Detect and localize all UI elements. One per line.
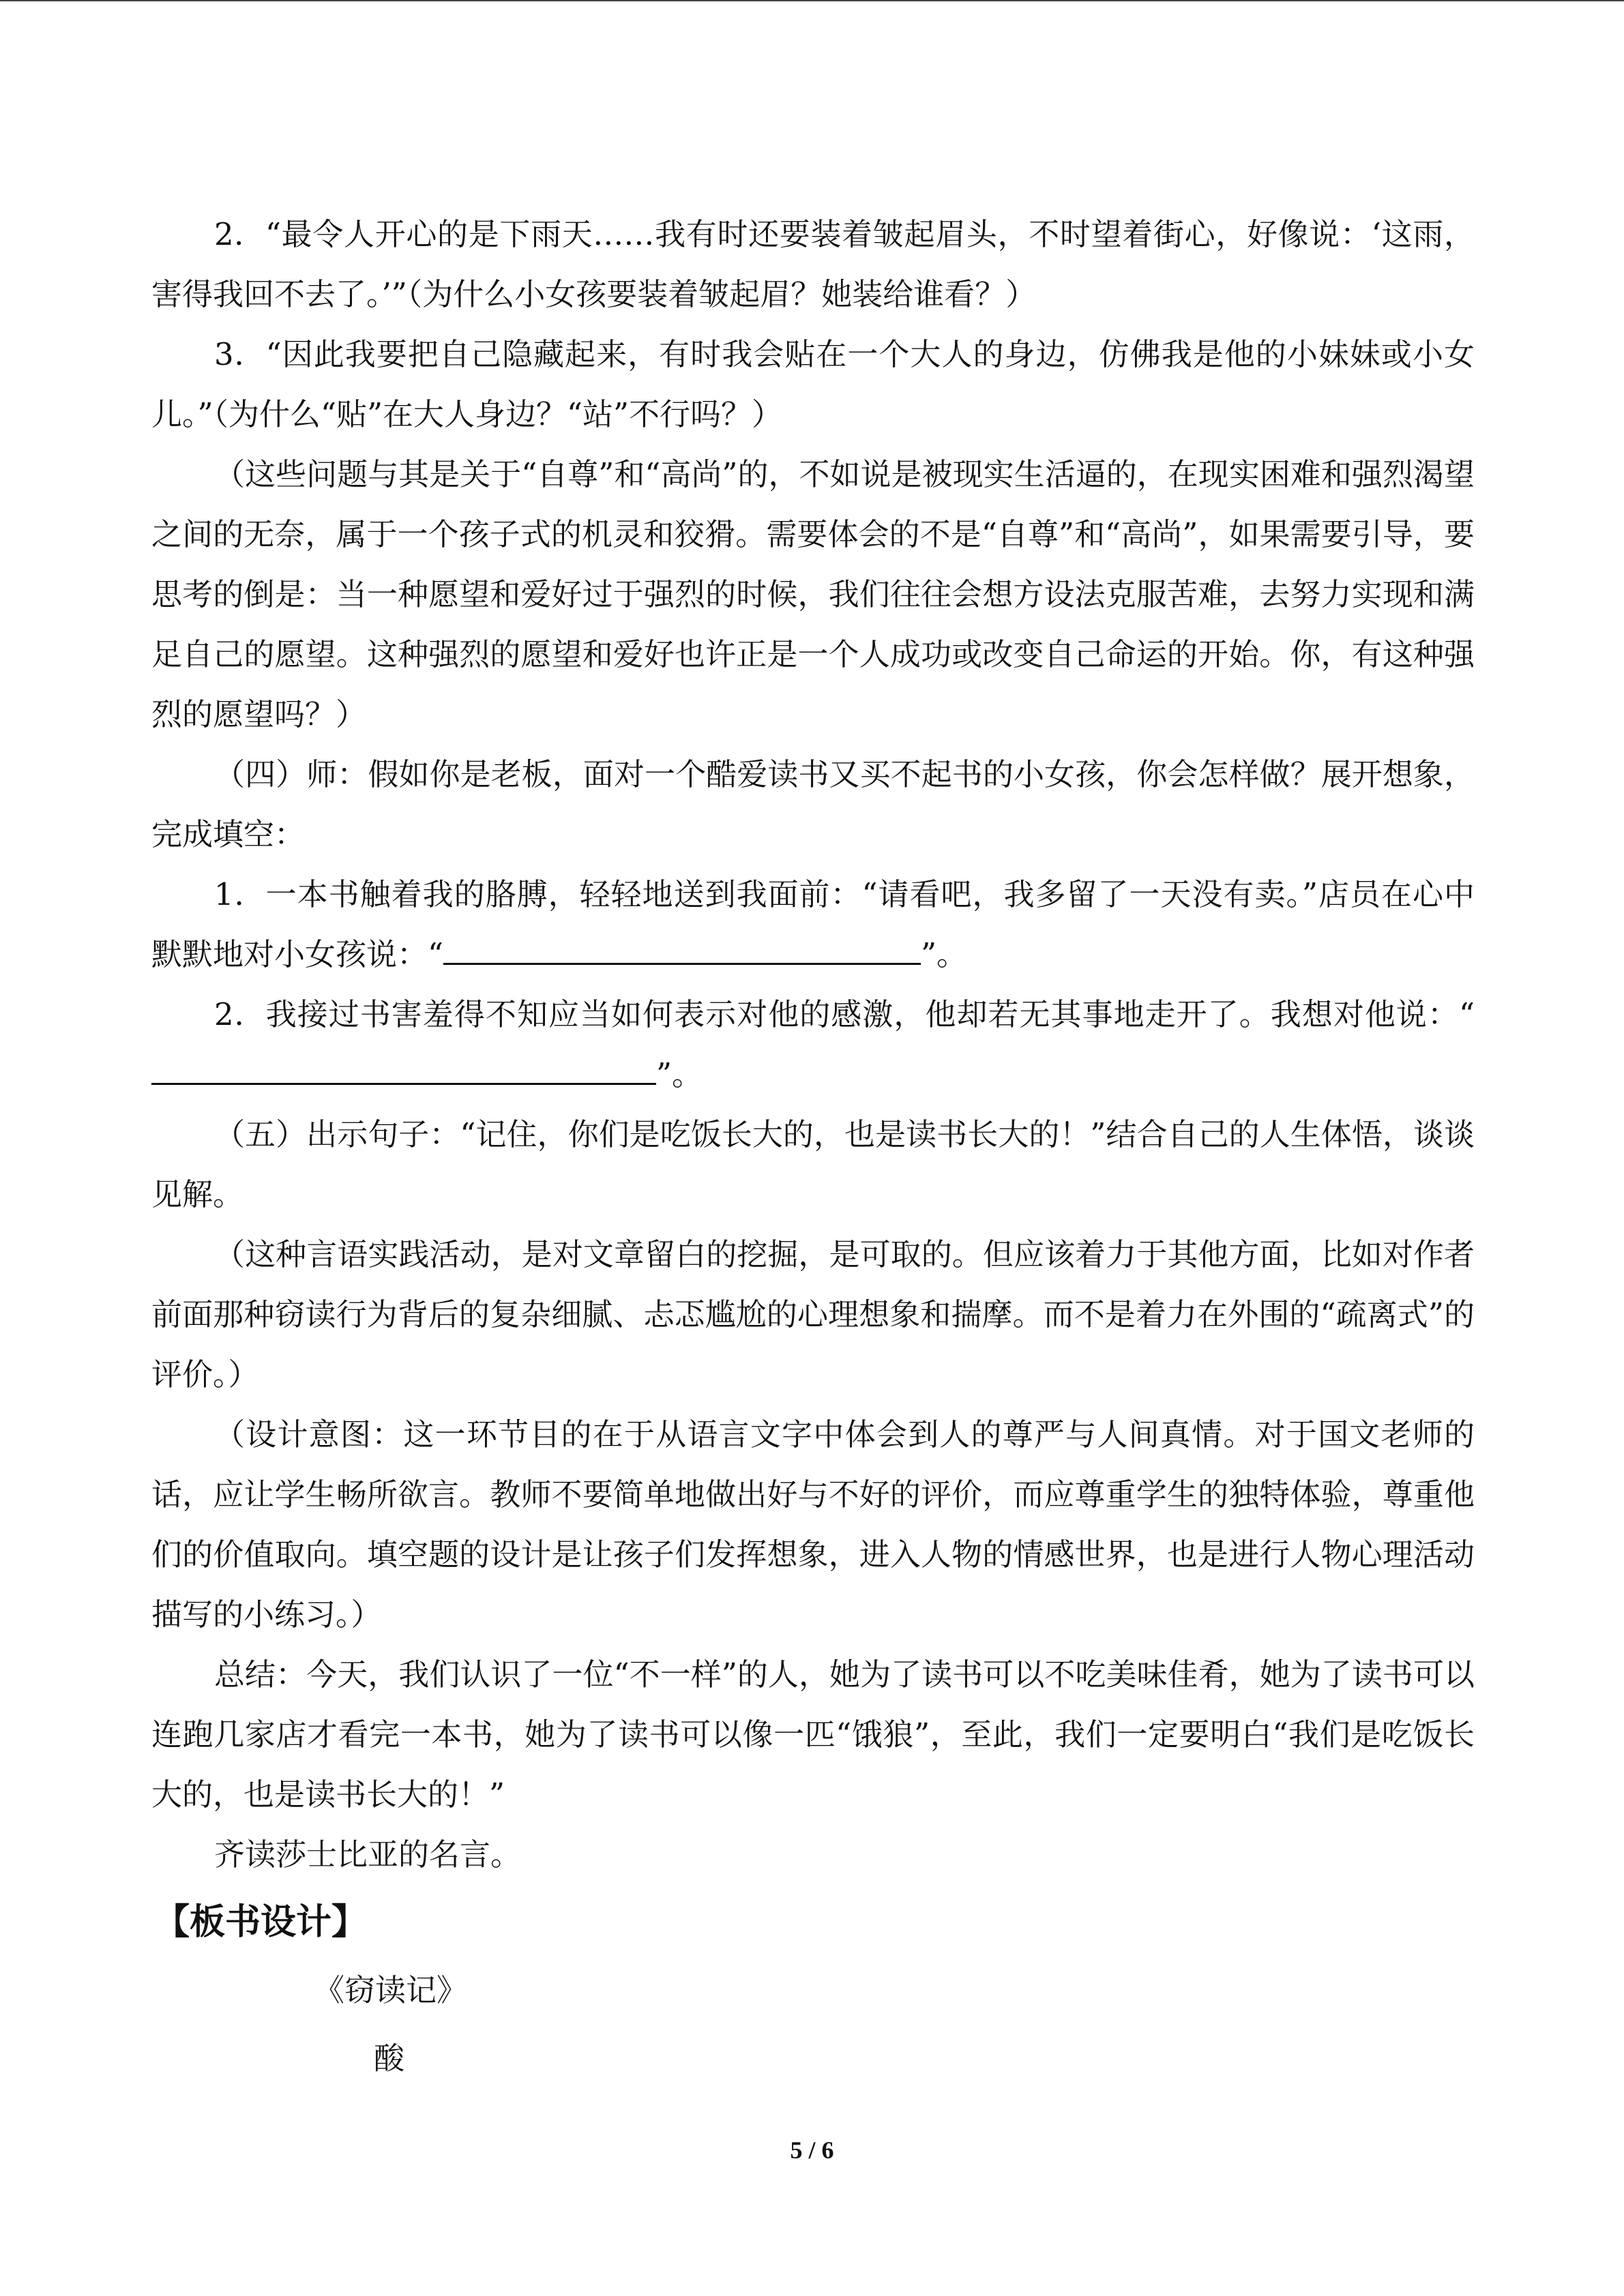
board-design-heading: 【板书设计】 xyxy=(154,1902,368,1943)
fill-blank-2-text: 2．我接过书害羞得不知应当如何表示对他的感激，他却若无其事地走开了。我想对他说：“ xyxy=(214,996,1475,1032)
page-number: 5 / 6 xyxy=(790,2136,834,2164)
paragraph-question-3: 3．“因此我要把自己隐藏起来，有时我会贴在一个大人的身边，仿佛我是他的小妹妹或小女儿。”（为什么“贴”在大人身边？“站”不行吗？） xyxy=(151,336,1475,432)
document-body xyxy=(151,205,1475,1960)
paragraph-section-4: （四）师：假如你是老板，面对一个酷爱读书又买不起书的小女孩，你会怎样做？展开想象，完成填空： xyxy=(151,756,1475,852)
fill-blank-1-line xyxy=(443,925,921,965)
paragraph-fill-blank-2 xyxy=(151,985,1475,1105)
board-line-1: 酸 xyxy=(374,2040,405,2076)
paragraph-question-2: 2．“最令人开心的是下雨天……我有时还要装着皱起眉头，不时望着街心，好像说：‘这雨，害得我回不去了。’”（为什么小女孩要装着皱起眉？她装给谁看？） xyxy=(151,216,1475,312)
fill-blank-1-end: ”。 xyxy=(921,936,968,972)
paragraph-design-intent: （设计意图：这一环节目的在于从语言文字中体会到人的尊严与人间真情。对于国文老师的话，应让学生畅所欲言。教师不要简单地做出好与不好的评价，而应尊重学生的独特体验，尊重他们的价值取向。填空题的设计是让孩子们发挥想象，进入人物的情感世界，也是进行人物心理活动描写的小练习。） xyxy=(151,1416,1475,1632)
paragraph-commentary-2: （这种言语实践活动，是对文章留白的挖掘，是可取的。但应该着力于其他方面，比如对作者前面那种窃读行为背后的复杂细腻、忐忑尴尬的心理想象和揣摩。而不是着力在外围的“疏离式”的评价。） xyxy=(151,1236,1475,1392)
fill-blank-1-text: 1．一本书触着我的胳膊，轻轻地送到我面前：“请看吧，我多留了一天没有卖。”店员在心中默默地对小女孩说：“ xyxy=(151,876,1475,972)
paragraph-section-5: （五）出示句子：“记住，你们是吃饭长大的，也是读书长大的！”结合自己的人生体悟，谈谈见解。 xyxy=(151,1116,1475,1212)
fill-blank-2-line xyxy=(151,1045,656,1085)
board-title: 《窃读记》 xyxy=(314,1972,468,2008)
paragraph-summary: 总结：今天，我们认识了一位“不一样”的人，她为了读书可以不吃美味佳肴，她为了读书可以连跑几家店才看完一本书，她为了读书可以像一匹“饿狼”，至此，我们一定要明白“我们是吃饭长大的，也是读书长大的！” xyxy=(151,1656,1475,1813)
paragraph-closing: 齐读莎士比亚的名言。 xyxy=(214,1836,522,1873)
top-border-line xyxy=(0,0,1624,1)
paragraph-commentary-1: （这些问题与其是关于“自尊”和“高尚”的，不如说是被现实生活逼的，在现实困难和强烈渴望之间的无奈，属于一个孩子式的机灵和狡猾。需要体会的不是“自尊”和“高尚”，如果需要引导，要思考的倒是：当一种愿望和爱好过于强烈的时候，我们往往会想方设法克服苦难，去努力实现和满足自己的愿望。这种强烈的愿望和爱好也许正是一个人成功或改变自己命运的开始。你，有这种强烈的愿望吗？） xyxy=(151,456,1475,732)
fill-blank-2-end: ”。 xyxy=(656,1056,703,1092)
paragraph-fill-blank-1 xyxy=(151,865,1475,985)
